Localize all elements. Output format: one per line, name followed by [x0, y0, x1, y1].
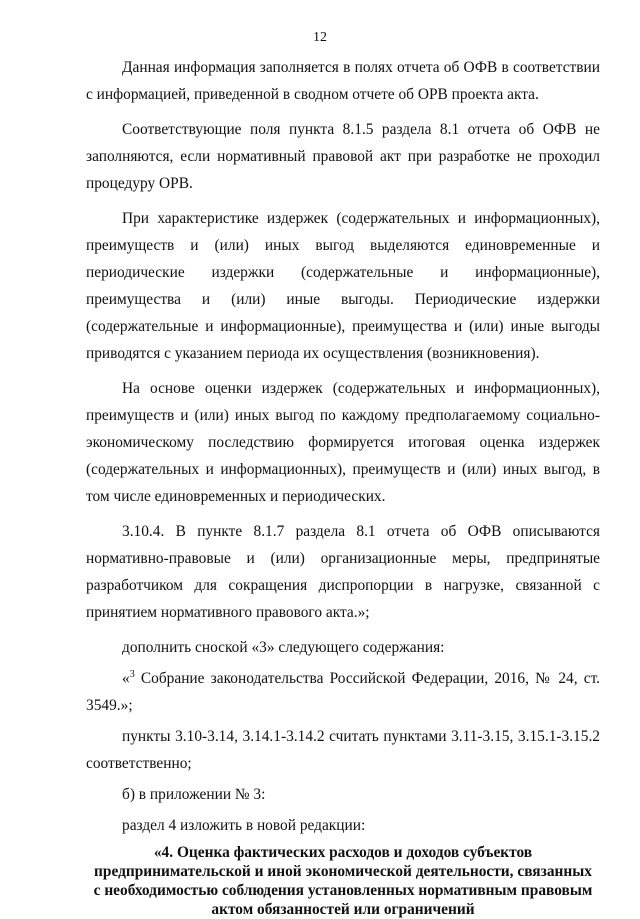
paragraph: Соответствующие поля пункта 8.1.5 раздела 8.1 отчета об ОФВ не заполняются, если нормативный правовой акт при разработке не проходил процедуру ОРВ. — [86, 121, 600, 192]
heading-line: с необходимостью соблюдения установленных нормативным правовым — [93, 882, 593, 899]
paragraph: На основе оценки издержек (содержательных и информационных), преимуществ и (или) иных выгод по каждому предполагаемому социально-экономическому последствию формируется итоговая оценка издержек (содержательных и информационных), преимуществ и (или) иных выгод, в том числе единовременных и периодических. — [86, 380, 600, 505]
page-number: 12 — [313, 30, 327, 45]
paragraph: 3.10.4. В пункте 8.1.7 раздела 8.1 отчета об ОФВ описываются нормативно-правовые и (или) организационные меры, предпринятые разработчиком для сокращения диспропорции в нагрузке, связанной с принятием нормативного правового акта.»; — [86, 523, 600, 621]
footnote-open-quote: « — [122, 670, 130, 687]
paragraph: При характеристике издержек (содержательных и информационных), преимуществ и (или) иных выгод выделяются единовременные и периодические издержки (содержательные и информационные), преимущества и (или) иные выгоды. Периодические издержки (содержательные и информационные), преимущества и (или) иные выгоды приводятся с указанием периода их осуществления (возникновения). — [86, 210, 600, 362]
footnote-mark: 3 — [129, 668, 135, 680]
heading-line: актом обязанностей или ограничений — [211, 901, 475, 918]
paragraph: б) в приложении № 3: — [122, 786, 266, 803]
paragraph: пункты 3.10-3.14, 3.14.1-3.14.2 считать пунктами 3.11-3.15, 3.15.1-3.15.2 соответственно; — [86, 728, 600, 772]
paragraph: дополнить сноской «3» следующего содержания: — [122, 639, 445, 656]
paragraph: раздел 4 изложить в новой редакции: — [122, 817, 366, 834]
footnote-text: Собрание законодательства Российской Федерации, 2016, № 24, ст. 3549.»; — [86, 670, 600, 714]
heading-line: «4. Оценка фактических расходов и доходов субъектов — [153, 844, 533, 861]
document-body — [86, 54, 600, 919]
paragraph: Данная информация заполняется в полях отчета об ОФВ в соответствии с информацией, приведенной в сводном отчете об ОРВ проекта акта. — [86, 59, 600, 103]
heading-line: предпринимательской и иной экономической деятельности, связанных — [94, 863, 592, 880]
section-heading — [86, 843, 600, 919]
footnote-paragraph — [86, 665, 600, 719]
